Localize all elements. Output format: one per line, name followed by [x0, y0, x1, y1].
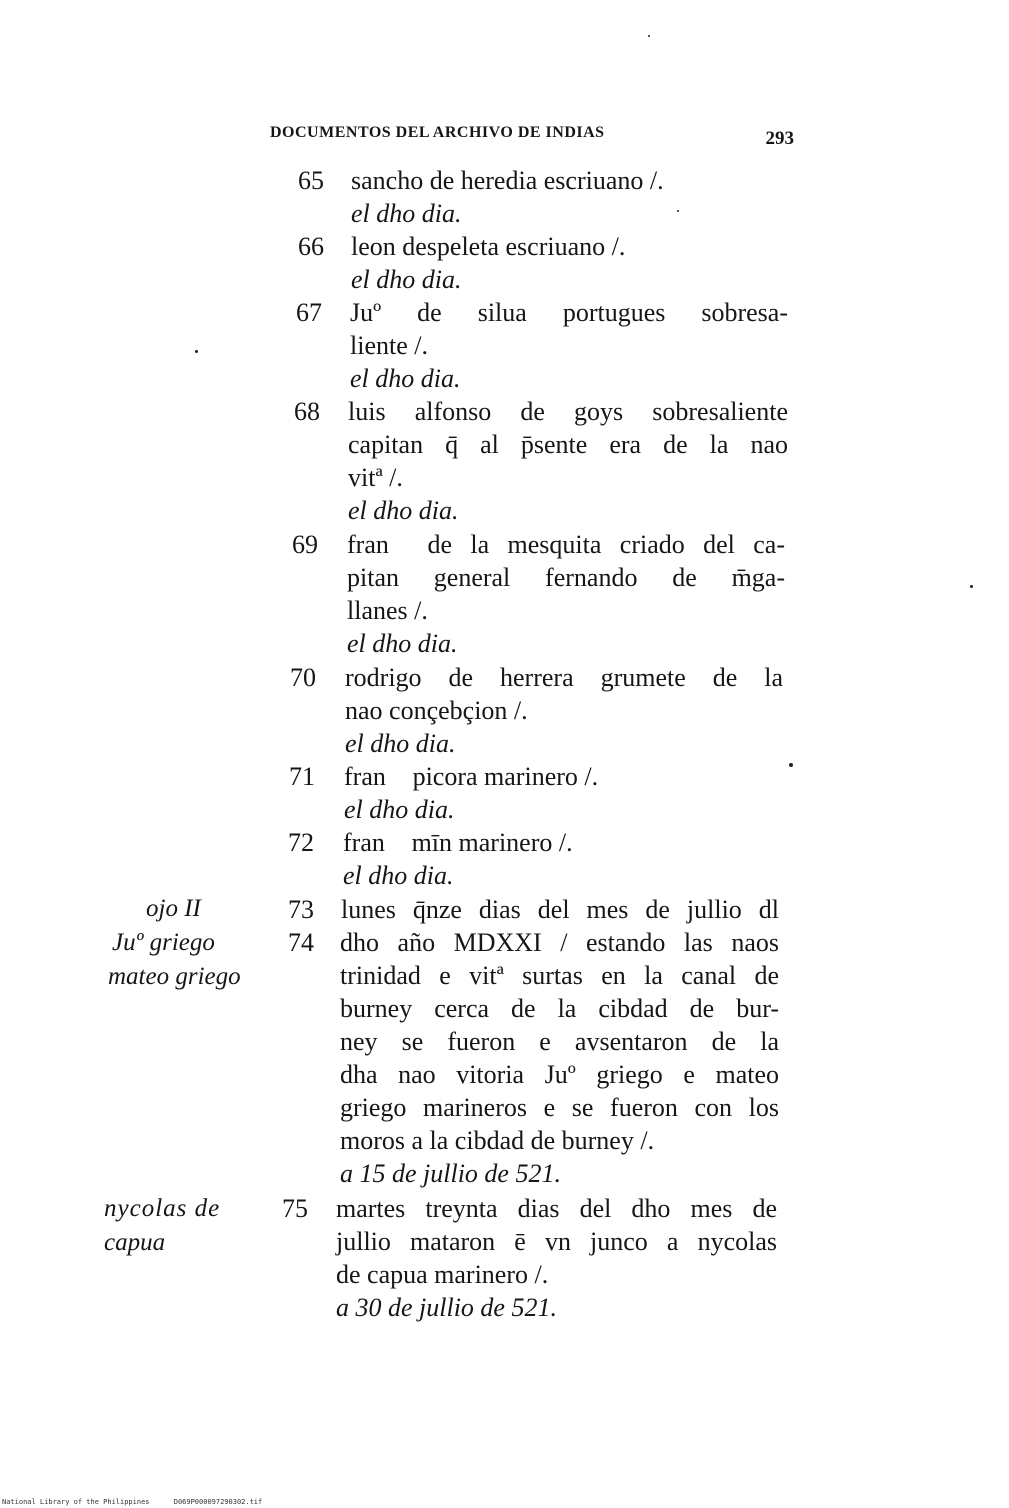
margin-note-line: ojo II: [146, 895, 201, 922]
entry-number: 70: [290, 663, 316, 692]
margin-note-line: capua: [104, 1229, 166, 1256]
running-title: DOCUMENTOS DEL ARCHIVO DE INDIAS: [270, 124, 605, 141]
scan-speck: [970, 585, 973, 588]
entry-number: 67: [296, 298, 322, 327]
entry-date: el dho dia.: [347, 629, 458, 658]
scan-footer: [2, 1498, 282, 1506]
entry-text: [341, 893, 779, 926]
entry-number: 68: [294, 397, 320, 426]
entry-text: [351, 230, 791, 296]
entry-line: moros a la cibdad de burney /.: [340, 1126, 655, 1155]
entry-number: 73: [288, 895, 314, 924]
entry-line: llanes /.: [347, 596, 428, 625]
entry-line: lunes q̄nze dias del mes de jullio dl: [341, 895, 779, 924]
entry-number: 71: [289, 762, 315, 791]
entry-text: [340, 926, 779, 1190]
entry-date: a 30 de jullio de 521.: [336, 1293, 557, 1322]
entry-line: griego marineros e se fueron con los: [340, 1093, 779, 1122]
entry-text: [347, 528, 785, 660]
entry-text: [336, 1192, 777, 1324]
entry-number: 66: [298, 232, 324, 261]
entry-line: rodrigo de herrera grumete de la: [345, 663, 783, 692]
entry-number: 74: [288, 928, 314, 957]
entry-number: 69: [292, 530, 318, 559]
entry-line: fran᪰ de la mesquita criado del ca-: [347, 530, 785, 559]
entry-text: [348, 395, 788, 527]
entry-line: ney se fueron e avsentaron de la: [340, 1027, 779, 1056]
entry-line: luis alfonso de goys sobresaliente: [348, 397, 788, 426]
margin-note-griego: [108, 892, 241, 994]
entry-text: [351, 164, 791, 230]
entry-text: [343, 826, 781, 892]
entry-number: 72: [288, 828, 314, 857]
margin-note-capua: [104, 1192, 220, 1260]
entry-line: de capua marinero /.: [336, 1260, 549, 1289]
scan-speck: [789, 763, 793, 767]
entry-line: leon despeleta escriuano /.: [351, 232, 626, 261]
footer-library: National Library of the Philippines: [2, 1498, 150, 1506]
entry-line: vitª /.: [348, 463, 403, 492]
entry-date: el dho dia.: [351, 265, 462, 294]
entry-line: jullio mataron ē vn junco a nycolas: [336, 1227, 777, 1256]
entry-date: el dho dia.: [344, 795, 455, 824]
entry-line: burney cerca de la cibdad de bur-: [340, 994, 779, 1023]
entry-line: trinidad e vitª surtas en la canal de: [340, 961, 779, 990]
entry-line: capitan q̄ al p̄sente era de la nao: [348, 430, 788, 459]
scan-speck: [648, 35, 650, 37]
entry-line: dho año MDXXI / estando las naos: [340, 928, 779, 957]
entry-text: [345, 661, 783, 760]
margin-note-line: mateo griego: [108, 963, 241, 990]
entry-date: el dho dia.: [348, 496, 459, 525]
entry-date: el dho dia.: [345, 729, 456, 758]
entry-date: el dho dia.: [351, 199, 462, 228]
entry-number: 65: [298, 166, 324, 195]
page-number: 293: [765, 128, 794, 149]
entry-line: pitan general fernando de m̄ga-: [347, 563, 785, 592]
entry-date: el dho dia.: [350, 364, 461, 393]
entry-line: liente /.: [350, 331, 428, 360]
page-header: [270, 124, 800, 150]
entry-line: nao conçebçion /.: [345, 696, 528, 725]
entry-line: fran᪰ picora marinero /.: [344, 762, 599, 791]
entry-date: el dho dia.: [343, 861, 454, 890]
entry-text: [350, 296, 788, 395]
entry-line: dha nao vitoria Juº griego e mateo: [340, 1060, 779, 1089]
margin-note-line: nycolas de: [104, 1195, 221, 1222]
margin-note-line: Juº griego: [112, 929, 215, 956]
entry-line: sancho de heredia escriuano /.: [351, 166, 664, 195]
entry-line: martes treynta dias del dho mes de: [336, 1194, 777, 1223]
entry-text: [344, 760, 782, 826]
scan-speck: [677, 210, 679, 212]
footer-file: D069P000097290302.tif: [173, 1498, 263, 1506]
scan-speck: [195, 350, 198, 353]
entry-line: fran᪰ mīn marinero /.: [343, 828, 573, 857]
entry-line: Juº de silua portugues sobresa-: [350, 298, 788, 327]
entry-number: 75: [282, 1194, 308, 1223]
entry-date: a 15 de jullio de 521.: [340, 1159, 561, 1188]
